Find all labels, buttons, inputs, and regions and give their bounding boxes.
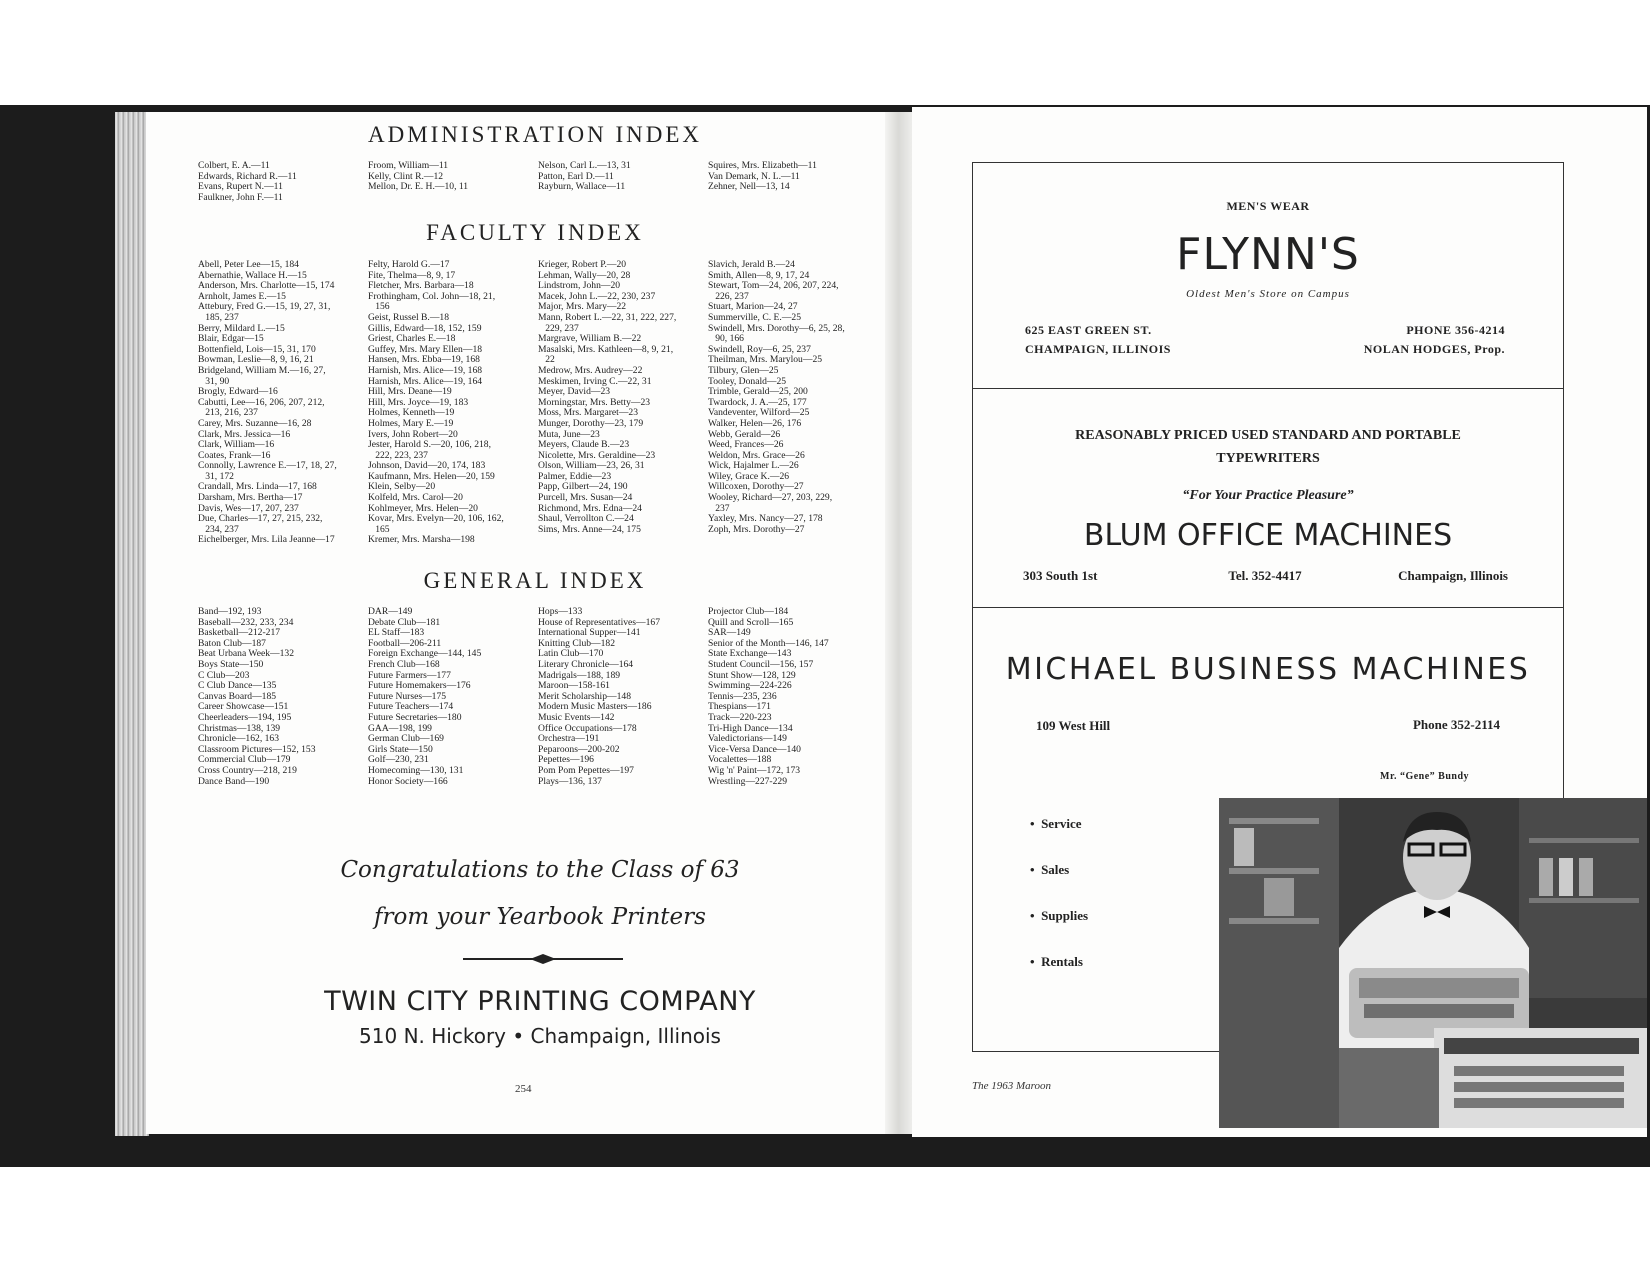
index-entry: Meyer, David—23	[538, 386, 611, 398]
index-entry: Cabutti, Lee—16, 206, 207, 212,	[198, 396, 325, 408]
index-entry: Girls State—150	[368, 743, 433, 755]
index-entry: Medrow, Mrs. Audrey—22	[538, 364, 643, 376]
index-entry: 31, 90	[198, 375, 230, 387]
index-entry: Yaxley, Mrs. Nancy—27, 178	[708, 513, 823, 525]
index-entry: Wrestling—227-229	[708, 775, 788, 787]
index-entry: Swindell, Mrs. Dorothy—6, 25, 28,	[708, 322, 845, 334]
index-entry: Wooley, Richard—27, 203, 229,	[708, 492, 833, 504]
blum-name: BLUM OFFICE MACHINES	[1083, 518, 1453, 553]
index-entry: Griest, Charles E.—18	[368, 333, 456, 345]
index-column	[368, 607, 538, 787]
index-column	[198, 161, 368, 203]
index-entry: Meskimen, Irving C.—22, 31	[538, 375, 652, 387]
congrats-line-2: from your Yearbook Printers	[374, 904, 706, 930]
index-entry: Kovar, Mrs. Evelyn—20, 106, 162,	[368, 513, 504, 525]
index-entry: Stewart, Tom—24, 206, 207, 224,	[708, 280, 839, 292]
flynns-tagline: Oldest Men's Store on Campus	[1186, 288, 1350, 300]
index-entry: 31, 172	[198, 470, 234, 482]
index-entry: Holmes, Kenneth—19	[368, 407, 455, 419]
index-entry: Wiley, Grace K.—26	[708, 470, 790, 482]
index-entry: Ivers, John Robert—20	[368, 428, 458, 440]
photo-caption: Mr. “Gene” Bundy	[1380, 771, 1470, 782]
index-entry: Harnish, Mrs. Alice—19, 168	[368, 364, 483, 376]
index-entry: Cross Country—218, 219	[198, 764, 297, 776]
index-column	[368, 260, 538, 546]
index-entry: Due, Charles—17, 27, 215, 232,	[198, 513, 323, 525]
index-entry: Masalski, Mrs. Kathleen—8, 9, 21,	[538, 343, 674, 355]
service-label: Service	[1041, 816, 1082, 831]
index-entry: Merit Scholarship—148	[538, 690, 631, 702]
page-number: 254	[515, 1083, 532, 1095]
index-entry: Lehman, Wally—20, 28	[538, 269, 631, 281]
index-entry: Gillis, Edward—18, 152, 159	[368, 322, 482, 334]
index-entry: Rayburn, Wallace—11	[538, 181, 626, 193]
index-entry: International Supper—141	[538, 627, 641, 639]
ad-divider-2	[972, 607, 1564, 608]
index-entry: Clark, William—16	[198, 439, 275, 451]
index-entry: Munger, Dorothy—23, 179	[538, 417, 644, 429]
index-entry: Senior of the Month—146, 147	[708, 637, 829, 649]
index-entry: Debate Club—181	[368, 616, 441, 628]
index-entry: Tennis—235, 236	[708, 690, 777, 702]
index-entry: Klein, Selby—20	[368, 481, 436, 493]
index-entry: Future Teachers—174	[368, 701, 454, 713]
index-entry: Theilman, Mrs. Marylou—25	[708, 354, 823, 366]
faculty-index-columns	[198, 260, 878, 546]
index-entry: Bottenfield, Lois—15, 31, 170	[198, 343, 316, 355]
index-entry: Kelly, Clint R.—12	[368, 170, 444, 182]
index-entry: Future Nurses—175	[368, 690, 447, 702]
index-column	[708, 607, 878, 787]
index-entry: Tri-High Dance—134	[708, 722, 793, 734]
index-entry: Future Farmers—177	[368, 669, 451, 681]
index-entry: Webb, Gerald—26	[708, 428, 781, 440]
michael-name: MICHAEL BUSINESS MACHINES	[1005, 652, 1531, 687]
index-entry: Major, Mrs. Mary—22	[538, 301, 627, 313]
flynns-proprietor: NOLAN HODGES, Prop.	[1363, 342, 1505, 356]
index-entry: 222, 223, 237	[368, 449, 428, 461]
index-entry: 229, 237	[538, 322, 579, 334]
index-column	[198, 260, 368, 546]
index-entry: Bowman, Leslie—8, 9, 16, 21	[198, 354, 314, 366]
blum-slogan: “For Your Practice Pleasure”	[1182, 488, 1354, 503]
index-entry: EL Staff—183	[368, 627, 425, 639]
flynns-phone: PHONE 356-4214	[1406, 323, 1505, 337]
flynns-category: MEN'S WEAR	[1226, 199, 1310, 213]
admin-index-columns	[198, 161, 878, 203]
index-entry: Coates, Frank—16	[198, 449, 271, 461]
index-entry: Berry, Mildard L.—15	[198, 322, 285, 334]
index-entry: Abell, Peter Lee—15, 184	[198, 259, 299, 270]
index-column	[538, 260, 708, 546]
index-entry: Slavich, Jerald B.—24	[708, 259, 795, 270]
index-entry: Squires, Mrs. Elizabeth—11	[708, 160, 817, 171]
index-entry: Honor Society—166	[368, 775, 448, 787]
index-entry: House of Representatives—167	[538, 616, 661, 628]
service-item-rentals: • Rentals	[1030, 954, 1083, 969]
index-entry: Darsham, Mrs. Bertha—17	[198, 492, 303, 504]
index-entry: C Club Dance—135	[198, 680, 277, 692]
ad-divider-1	[972, 388, 1564, 389]
index-entry: Holmes, Mary E.—19	[368, 417, 454, 429]
index-entry: Weed, Frances—26	[708, 439, 784, 451]
index-entry: Maroon—158-161	[538, 680, 610, 692]
index-entry: Commercial Club—179	[198, 754, 291, 766]
service-item-service: • Service	[1030, 816, 1082, 831]
index-entry: Peparoons—200-202	[538, 743, 620, 755]
index-entry: Valedictorians—149	[708, 733, 787, 745]
index-entry: Geist, Russel B.—18	[368, 311, 450, 323]
congrats-line-1: Congratulations to the Class of 63	[340, 857, 740, 883]
index-entry: Orchestra—191	[538, 733, 600, 745]
index-entry: 237	[708, 502, 730, 514]
index-entry: Boys State—150	[198, 658, 264, 670]
printer-company-name: TWIN CITY PRINTING COMPANY	[324, 986, 756, 1017]
index-entry: 165	[368, 523, 390, 535]
index-entry: C Club—203	[198, 669, 250, 681]
service-item-supplies: • Supplies	[1030, 908, 1089, 923]
index-column	[198, 607, 368, 787]
index-entry: Krieger, Robert P.—20	[538, 259, 627, 270]
index-entry: Anderson, Mrs. Charlotte—15, 174	[198, 280, 335, 292]
index-entry: Stunt Show—128, 129	[708, 669, 796, 681]
index-entry: Willcoxen, Dorothy—27	[708, 481, 804, 493]
index-entry: French Club—168	[368, 658, 440, 670]
index-entry: Tilbury, Glen—25	[708, 364, 779, 376]
index-entry: Golf—230, 231	[368, 754, 429, 766]
michael-address: 109 West Hill	[1036, 718, 1111, 733]
index-entry: Abernathie, Wallace H.—15	[198, 269, 307, 281]
index-entry: 185, 237	[198, 311, 239, 323]
index-entry: Meyers, Claude B.—23	[538, 439, 630, 451]
index-entry: Carey, Mrs. Suzanne—16, 28	[198, 417, 312, 429]
index-entry: Fletcher, Mrs. Barbara—18	[368, 280, 474, 292]
service-label: Rentals	[1041, 954, 1083, 969]
blum-address: 303 South 1st	[1023, 568, 1098, 583]
index-entry: State Exchange—143	[708, 648, 792, 660]
index-entry: Classroom Pictures—152, 153	[198, 743, 316, 755]
index-entry: Pepettes—196	[538, 754, 594, 766]
index-entry: 22	[538, 354, 555, 366]
index-entry: Student Council—156, 157	[708, 658, 814, 670]
index-entry: Palmer, Eddie—23	[538, 470, 612, 482]
index-entry: Canvas Board—185	[198, 690, 277, 702]
index-entry: Tooley, Donald—25	[708, 375, 787, 387]
index-entry: Nelson, Carl L.—13, 31	[538, 160, 631, 171]
index-entry: Latin Club—170	[538, 648, 604, 660]
index-entry: Colbert, E. A.—11	[198, 160, 270, 171]
index-entry: 226, 237	[708, 290, 749, 302]
index-entry: Moss, Mrs. Margaret—23	[538, 407, 639, 419]
index-entry: Evans, Rupert N.—11	[198, 181, 283, 193]
index-entry: Thespians—171	[708, 701, 771, 713]
blum-headline-1: REASONABLY PRICED USED STANDARD AND PORTABLE	[1075, 428, 1461, 443]
index-entry: Homecoming—130, 131	[368, 764, 464, 776]
index-entry: Beat Urbana Week—132	[198, 648, 295, 660]
index-entry: Hops—133	[538, 606, 583, 617]
index-entry: Zoph, Mrs. Dorothy—27	[708, 523, 805, 535]
index-entry: Margrave, William B.—22	[538, 333, 642, 345]
index-entry: Muta, June—23	[538, 428, 600, 440]
index-entry: Walker, Helen—26, 176	[708, 417, 802, 429]
index-entry: Patton, Earl D.—11	[538, 170, 614, 182]
index-entry: Office Occupations—178	[538, 722, 637, 734]
ornament-diamond-icon	[530, 954, 556, 964]
typewriter-salesman-photo	[1219, 798, 1647, 1128]
index-entry: Davis, Wes—17, 207, 237	[198, 502, 299, 514]
index-entry: Swindell, Roy—6, 25, 237	[708, 343, 811, 355]
index-column	[708, 260, 878, 546]
index-entry: Projector Club—184	[708, 606, 789, 617]
index-entry: Hansen, Mrs. Ebba—19, 168	[368, 354, 480, 366]
service-label: Supplies	[1041, 908, 1089, 923]
index-entry: Career Showcase—151	[198, 701, 289, 713]
index-entry: Chronicle—162, 163	[198, 733, 280, 745]
index-entry: Zehner, Nell—13, 14	[708, 181, 790, 193]
index-entry: Wick, Hajalmer L.—26	[708, 460, 799, 472]
index-entry: Purcell, Mrs. Susan—24	[538, 492, 633, 504]
index-entry: Vocalettes—188	[708, 754, 772, 766]
index-entry: Guffey, Mrs. Mary Ellen—18	[368, 343, 483, 355]
general-index-title: GENERAL INDEX	[423, 568, 647, 593]
blum-city: Champaign, Illinois	[1398, 568, 1508, 583]
index-entry: Future Homemakers—176	[368, 680, 471, 692]
index-entry: Edwards, Richard R.—11	[198, 170, 297, 182]
index-entry: Football—206-211	[368, 637, 442, 649]
yearbook-footer: The 1963 Maroon	[972, 1080, 1052, 1092]
index-entry: Summerville, C. E.—25	[708, 311, 802, 323]
index-entry: Frothingham, Col. John—18, 21,	[368, 290, 496, 302]
index-entry: Pom Pom Pepettes—197	[538, 764, 634, 776]
index-entry: Froom, William—11	[368, 160, 449, 171]
index-entry: Basketball—212-217	[198, 627, 281, 639]
index-entry: Track—220-223	[708, 711, 772, 723]
index-entry: Weldon, Mrs. Grace—26	[708, 449, 805, 461]
index-entry: 234, 237	[198, 523, 239, 535]
index-entry: Clark, Mrs. Jessica—16	[198, 428, 291, 440]
index-entry: Felty, Harold G.—17	[368, 259, 450, 270]
flynns-city: CHAMPAIGN, ILLINOIS	[1025, 342, 1171, 356]
flynns-street: 625 EAST GREEN ST.	[1025, 323, 1152, 337]
printer-address: 510 N. Hickory • Champaign, Illinois	[359, 1024, 721, 1048]
index-column	[538, 161, 708, 203]
index-entry: 156	[368, 301, 390, 313]
service-item-sales: • Sales	[1030, 862, 1070, 877]
index-entry: Modern Music Masters—186	[538, 701, 652, 713]
faculty-index-title: FACULTY INDEX	[426, 220, 644, 245]
index-entry: Literary Chronicle—164	[538, 658, 634, 670]
page-edges	[115, 112, 149, 1136]
index-entry: Morningstar, Mrs. Betty—23	[538, 396, 651, 408]
index-entry: Wig 'n' Paint—172, 173	[708, 764, 801, 776]
index-entry: Madrigals—188, 189	[538, 669, 621, 681]
index-entry: Stuart, Marion—24, 27	[708, 301, 798, 313]
index-entry: Knitting Club—182	[538, 637, 616, 649]
index-entry: SAR—149	[708, 627, 751, 639]
index-entry: Christmas—138, 139	[198, 722, 281, 734]
index-entry: DAR—149	[368, 606, 413, 617]
index-entry: Connolly, Lawrence E.—17, 18, 27,	[198, 460, 337, 472]
index-entry: Attebury, Fred G.—15, 19, 27, 31,	[198, 301, 331, 313]
gutter	[885, 112, 915, 1134]
index-entry: 90, 166	[708, 333, 744, 345]
index-entry: Swimming—224-226	[708, 680, 792, 692]
index-entry: Arnholt, James E.—15	[198, 290, 286, 302]
index-entry: Baton Club—187	[198, 637, 266, 649]
general-index-columns	[198, 607, 878, 787]
index-entry: German Club—169	[368, 733, 444, 745]
index-column	[368, 161, 538, 203]
index-entry: Mann, Robert L.—22, 31, 222, 227,	[538, 311, 677, 323]
index-entry: Faulkner, John F.—11	[198, 191, 283, 203]
index-entry: Twardock, J. A.—25, 177	[708, 396, 807, 408]
index-entry: Blair, Edgar—15	[198, 333, 264, 345]
index-entry: GAA—198, 199	[368, 722, 432, 734]
index-entry: Kohlmeyer, Mrs. Helen—20	[368, 502, 478, 514]
blum-headline-2: TYPEWRITERS	[1216, 451, 1320, 466]
index-entry: Crandall, Mrs. Linda—17, 168	[198, 481, 317, 493]
index-entry: Lindstrom, John—20	[538, 280, 621, 292]
index-entry: Johnson, David—20, 174, 183	[368, 460, 486, 472]
index-entry: Kaufmann, Mrs. Helen—20, 159	[368, 470, 495, 482]
index-entry: Trimble, Gerald—25, 200	[708, 386, 808, 398]
index-entry: Vandeventer, Wilford—25	[708, 407, 810, 419]
index-entry: Kremer, Mrs. Marsha—198	[368, 534, 475, 546]
index-entry: Smith, Allen—8, 9, 17, 24	[708, 269, 810, 281]
index-entry: Hill, Mrs. Deane—19	[368, 386, 452, 398]
blum-phone: Tel. 352-4417	[1228, 568, 1302, 583]
index-entry: Nicolette, Mrs. Geraldine—23	[538, 449, 656, 461]
index-entry: Bridgeland, William M.—16, 27,	[198, 364, 326, 376]
index-entry: Richmond, Mrs. Edna—24	[538, 502, 642, 514]
flynns-name: FLYNN'S	[1176, 229, 1360, 280]
index-entry: 213, 216, 237	[198, 407, 258, 419]
index-entry: Foreign Exchange—144, 145	[368, 648, 482, 660]
index-entry: Baseball—232, 233, 234	[198, 616, 294, 628]
index-entry: Papp, Gilbert—24, 190	[538, 481, 628, 493]
index-entry: Hill, Mrs. Joyce—19, 183	[368, 396, 469, 408]
index-entry: Fite, Thelma—8, 9, 17	[368, 269, 456, 281]
index-entry: Eichelberger, Mrs. Lila Jeanne—17	[198, 534, 335, 546]
index-entry: Brogly, Edward—16	[198, 386, 278, 398]
index-entry: Macek, John L.—22, 230, 237	[538, 290, 656, 302]
index-entry: Harnish, Mrs. Alice—19, 164	[368, 375, 483, 387]
index-entry: Shaul, Verrollton C.—24	[538, 513, 634, 525]
index-entry: Plays—136, 137	[538, 775, 602, 787]
index-entry: Future Secretaries—180	[368, 711, 462, 723]
index-entry: Jester, Harold S.—20, 106, 218,	[368, 439, 491, 451]
index-entry: Sims, Mrs. Anne—24, 175	[538, 523, 641, 535]
index-entry: Mellon, Dr. E. H.—10, 11	[368, 181, 469, 193]
index-entry: Cheerleaders—194, 195	[198, 711, 292, 723]
michael-phone: Phone 352-2114	[1412, 717, 1500, 732]
service-label: Sales	[1041, 862, 1070, 877]
index-entry: Dance Band—190	[198, 775, 270, 787]
index-entry: Olson, William—23, 26, 31	[538, 460, 645, 472]
index-entry: Van Demark, N. L.—11	[708, 170, 800, 182]
index-entry: Vice-Versa Dance—140	[708, 743, 801, 755]
index-column	[538, 607, 708, 787]
index-column	[708, 161, 878, 203]
index-entry: Kolfeld, Mrs. Carol—20	[368, 492, 463, 504]
index-entry: Music Events—142	[538, 711, 615, 723]
index-entry: Quill and Scroll—165	[708, 616, 794, 628]
admin-index-title: ADMINISTRATION INDEX	[367, 122, 703, 147]
index-entry: Band—192, 193	[198, 606, 262, 617]
